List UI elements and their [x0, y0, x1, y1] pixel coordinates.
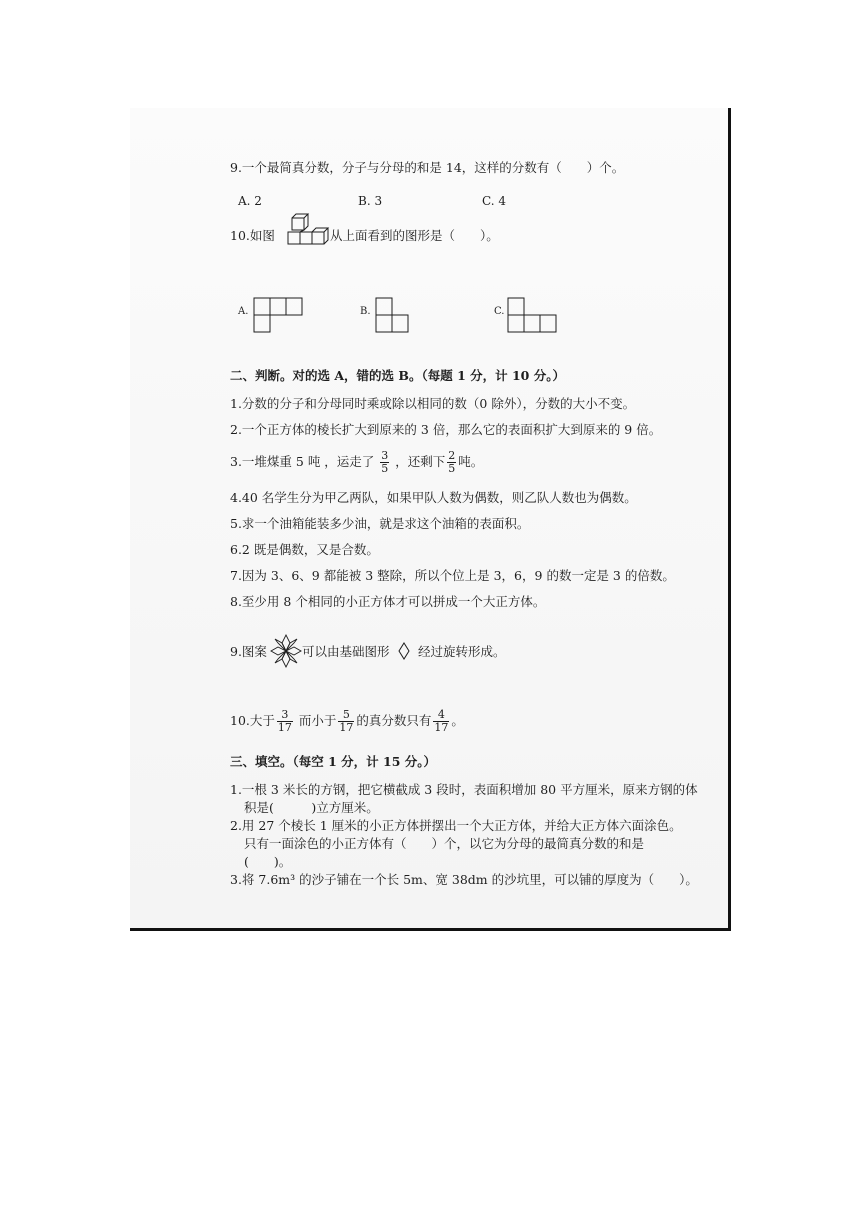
judge-item-7: 7.因为 3、6、9 都能被 3 整除，所以个位上是 3，6，9 的数一定是 3 的倍数。	[230, 568, 675, 583]
judge-item-4: 4.40 名学生分为甲乙两队，如果甲队人数为偶数，则乙队人数也为偶数。	[230, 490, 637, 505]
judge-item-9-part-b: 可以由基础图形	[302, 644, 390, 659]
judge-item-3	[230, 448, 483, 476]
star-pattern-figure	[270, 634, 302, 668]
question-10-suffix: 从上面看到的图形是（ ）。	[330, 228, 499, 243]
question-9: 9.一个最简真分数，分子与分母的和是 14，这样的分数有（ ）个。	[230, 160, 625, 175]
fill-item-1-line-2: 积是( )立方厘米。	[244, 800, 379, 815]
diamond-shape-icon	[398, 642, 410, 660]
judge-item-9-part-c: 经过旋转形成。	[418, 644, 506, 659]
fill-item-1-line-1: 1.一根 3 米长的方钢，把它横截成 3 段时，表面积增加 80 平方厘米，原来方钢的体	[230, 782, 698, 797]
worksheet-page	[130, 108, 731, 931]
judge-item-6: 6.2 既是偶数，又是合数。	[230, 542, 379, 557]
judge-item-3-part-a: 3.一堆煤重 5 吨 ，运走了	[230, 454, 375, 469]
judge-item-3-part-c: 吨。	[458, 454, 484, 469]
cube-stack-figure	[286, 212, 336, 250]
section-2-heading: 二、判断。对的选 A，错的选 B。（每题 1 分，计 10 分。）	[230, 368, 565, 383]
q10-option-a-label: A.	[238, 306, 249, 317]
judge-item-9-part-a: 9.图案	[230, 644, 267, 659]
question-10-prefix: 10.如图	[230, 228, 275, 243]
judge-item-10	[230, 706, 464, 736]
judge-item-10-part-c: 的真分数只有	[356, 713, 432, 728]
fraction-3-5: $\frac{3}{5}$	[381, 449, 389, 475]
q10-option-b-label: B.	[360, 306, 371, 317]
judge-item-2: 2.一个正方体的棱长扩大到原来的 3 倍，那么它的表面积扩大到原来的 9 倍。	[230, 422, 662, 437]
judge-item-1: 1.分数的分子和分母同时乘或除以相同的数（0 除外），分数的大小不变。	[230, 396, 636, 411]
q9-option-b: B. 3	[358, 194, 383, 208]
q9-option-c: C. 4	[482, 194, 507, 208]
fraction-4-17: $\frac{4}{17}$	[434, 708, 449, 734]
judge-item-10-part-a: 10.大于	[230, 713, 275, 728]
q9-option-a: A. 2	[238, 194, 262, 208]
fill-item-3: 3.将 7.6m³ 的沙子铺在一个长 5m、宽 38dm 的沙坑里，可以铺的厚度为（ ）。	[230, 872, 698, 887]
judge-item-8: 8.至少用 8 个相同的小正方体才可以拼成一个大正方体。	[230, 594, 546, 609]
section-3-heading: 三、填空。（每空 1 分，计 15 分。）	[230, 754, 437, 769]
fill-item-2-line-3: ( )。	[244, 854, 292, 869]
judge-item-3-part-b: ，还剩下	[395, 454, 446, 469]
fraction-3-17: $\frac{3}{17}$	[277, 708, 292, 734]
judge-item-5: 5.求一个油箱能装多少油，就是求这个油箱的表面积。	[230, 516, 530, 531]
judge-item-10-part-d: 。	[451, 713, 464, 728]
q10-option-a-figure	[252, 296, 308, 336]
q10-option-c-label: C.	[494, 306, 505, 317]
fill-item-2-line-2: 只有一面涂色的小正方体有（ ）个，以它为分母的最简真分数的和是	[244, 836, 645, 851]
fraction-5-17: $\frac{5}{17}$	[339, 708, 354, 734]
fraction-2-5: $\frac{2}{5}$	[448, 449, 456, 475]
q10-option-c-figure	[506, 296, 562, 336]
q10-option-b-figure	[374, 296, 414, 336]
fill-item-2-line-1: 2.用 27 个棱长 1 厘米的小正方体拼摆出一个大正方体，并给大正方体六面涂色。	[230, 818, 682, 833]
judge-item-10-part-b: 而小于	[298, 713, 337, 728]
